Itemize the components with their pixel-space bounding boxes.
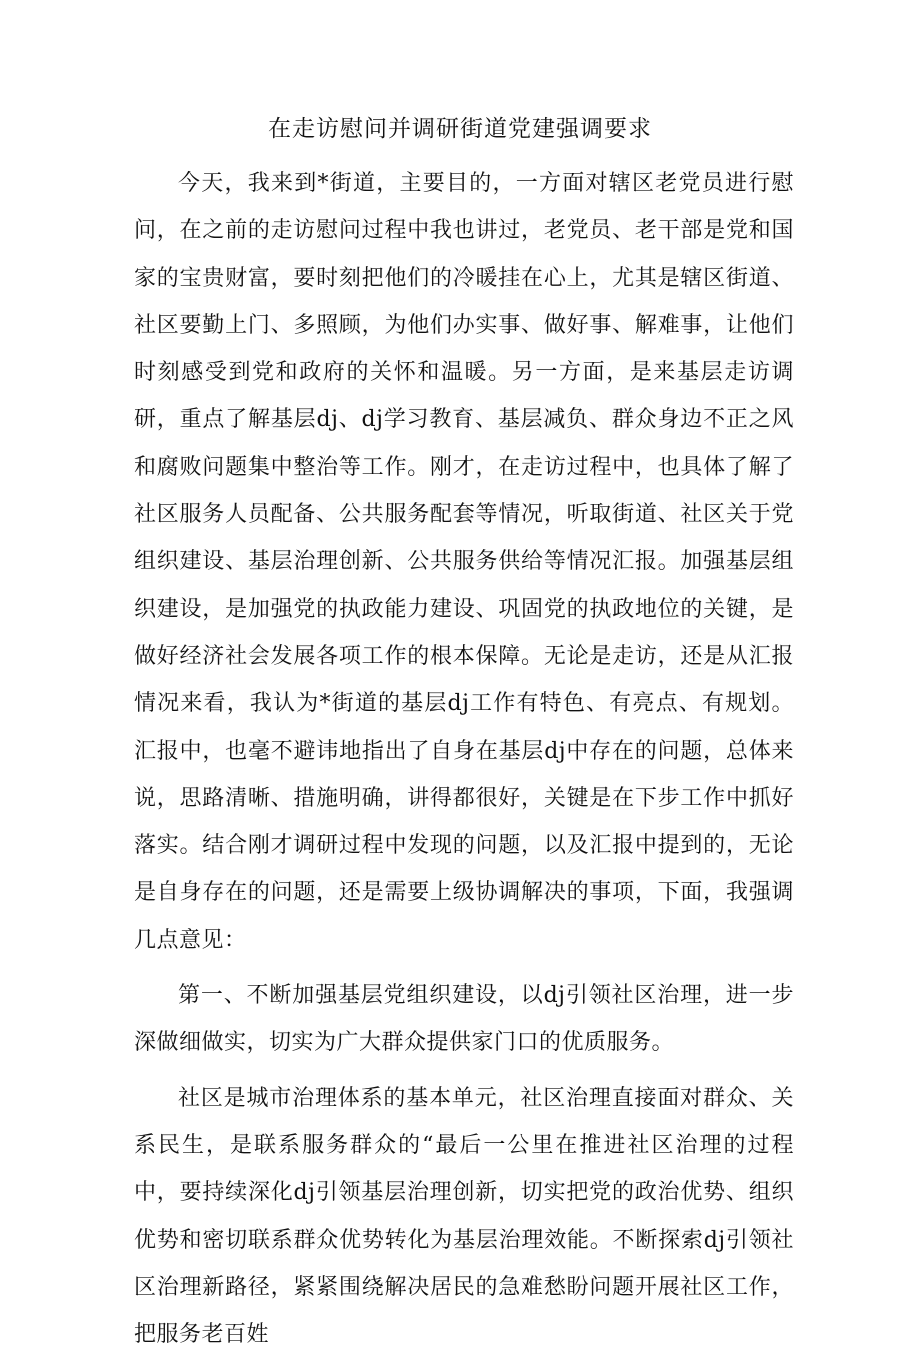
paragraph-intro: 今天，我来到*街道，主要目的，一方面对辖区老党员进行慰问，在之前的走访慰问过程中我也讲过，老党员、老干部是党和国家的宝贵财富，要时刻把他们的冷暖挂在心上，尤其是辖区街道、社区要勤上门、多照顾，为他们办实事、做好事、解难事，让他们时刻感受到党和政府的关怀和温暖。另一方面，是来基层走访调研，重点了解基层dj、dj学习教育、基层减负、群众身边不正之风和腐败问题集中整治等工作。刚才，在走访过程中，也具体了解了社区服务人员配备、公共服务配套等情况，听取街道、社区关于党组织建设、基层治理创新、公共服务供给等情况汇报。加强基层组织建设，是加强党的执政能力建设、巩固党的执政地位的关键，是做好经济社会发展各项工作的根本保障。无论是走访，还是从汇报情况来看，我认为*街道的基层dj工作有特色、有亮点、有规划。汇报中，也毫不避讳地指出了自身在基层dj中存在的问题，总体来说，思路清晰、措施明确，讲得都很好，关键是在下步工作中抓好落实。结合刚才调研过程中发现的问题，以及汇报中提到的，无论是自身存在的问题，还是需要上级协调解决的事项，下面，我强调几点意见： (134, 171, 794, 953)
paragraph-point-one: 第一、不断加强基层党组织建设，以dj引领社区治理，进一步深做细做实，切实为广大群众提供家门口的优质服务。 (134, 983, 794, 1056)
document-title: 在走访慰问并调研街道党建强调要求 (268, 116, 652, 142)
paragraph-community: 社区是城市治理体系的基本单元，社区治理直接面对群众、关系民生，是联系服务群众的“最后一公里在推进社区治理的过程中，要持续深化dj引领基层治理创新，切实把党的政治优势、组织优势和密切联系群众优势转化为基层治理效能。不断探索dj引领社区治理新路径，紧紧围绕解决居民的急难愁盼问题开展社区工作，把服务老百姓 (134, 1085, 794, 1348)
paragraph-gap (134, 964, 794, 972)
paragraph-gap (134, 1067, 794, 1075)
document-body (134, 160, 794, 1358)
